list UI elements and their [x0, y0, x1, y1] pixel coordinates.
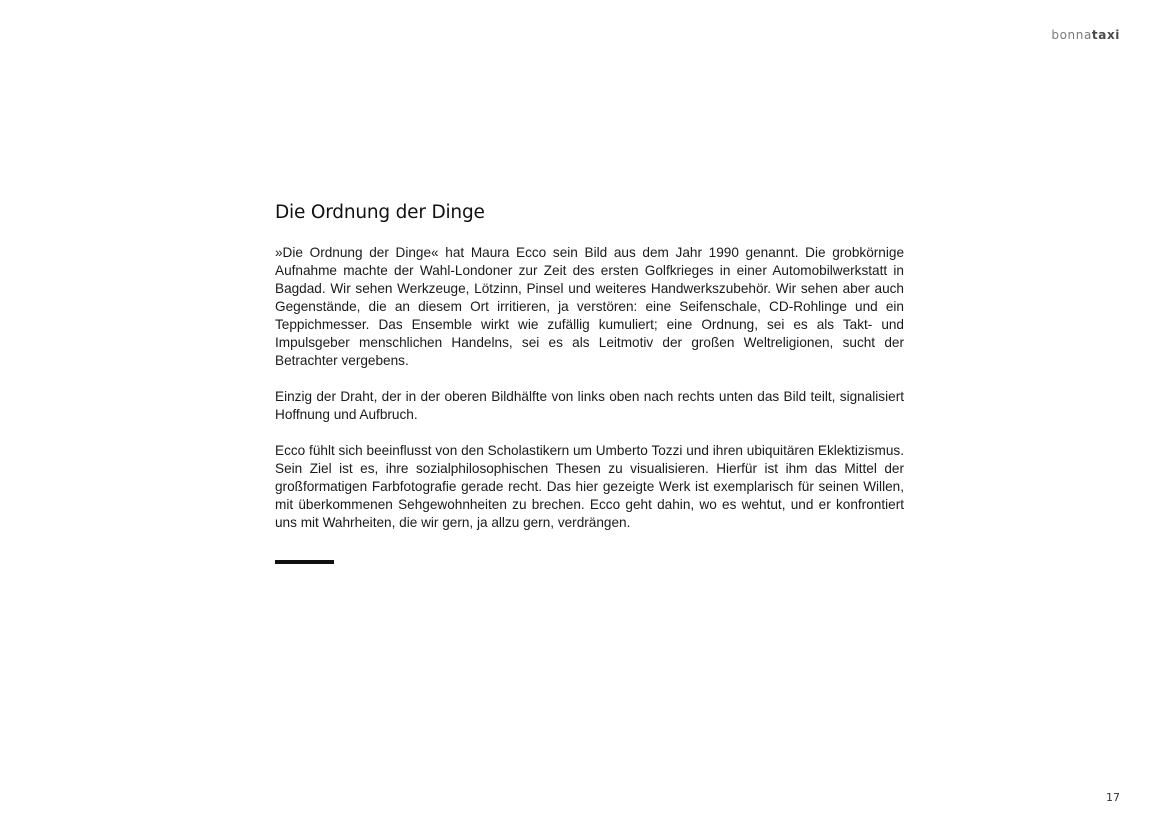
paragraph-1: »Die Ordnung der Dinge« hat Maura Ecco sein Bild aus dem Jahr 1990 genannt. Die grobkörnige Aufnahme machte der Wahl-Londoner zur Zeit des ersten Golfkrieges in einer Automobilwerkstatt in Bagdad. Wir sehen Werkzeuge, Lötzinn, Pinsel und weiteres Handwerkszubehör. Wir sehen aber auch Gegenstände, die an diesem Ort irritieren, ja verstören: eine Seifenschale, CD-Rohlinge und ein Teppichmesser. Das Ensemble wirkt wie zufällig kumuliert; eine Ordnung, sei es als Takt- und Impulsgeber menschlichen Handelns, sei es als Leitmotiv der großen Weltreligionen, sucht der Betrachter vergebens. — [275, 245, 904, 368]
paragraph-2: Einzig der Draht, der in der oberen Bildhälfte von links oben nach rechts unten das Bild teilt, signalisiert Hoffnung und Aufbruch. — [275, 389, 904, 422]
section-divider — [275, 560, 334, 564]
brand-logo-light: bonna — [1051, 28, 1092, 42]
article — [275, 200, 904, 564]
page-number: 17 — [1106, 791, 1120, 804]
paragraph-3: Ecco fühlt sich beeinflusst von den Scholastikern um Umberto Tozzi und ihren ubiquitären Eklektizismus. Sein Ziel ist es, ihre sozialphilosophischen Thesen zu visualisieren. Hierfür ist ihm das Mittel der großformatigen Farbfotografie gerade recht. Das hier gezeigte Werk ist exemplarisch für seinen Willen, mit überkommenen Sehgewohnheiten zu brechen. Ecco geht dahin, wo es wehtut, und er konfrontiert uns mit Wahrheiten, die wir gern, ja allzu gern, verdrängen. — [275, 443, 904, 530]
page-title: Die Ordnung der Dinge — [275, 202, 485, 223]
brand-logo-bold: taxi — [1091, 28, 1120, 42]
brand-logo — [1051, 27, 1120, 43]
